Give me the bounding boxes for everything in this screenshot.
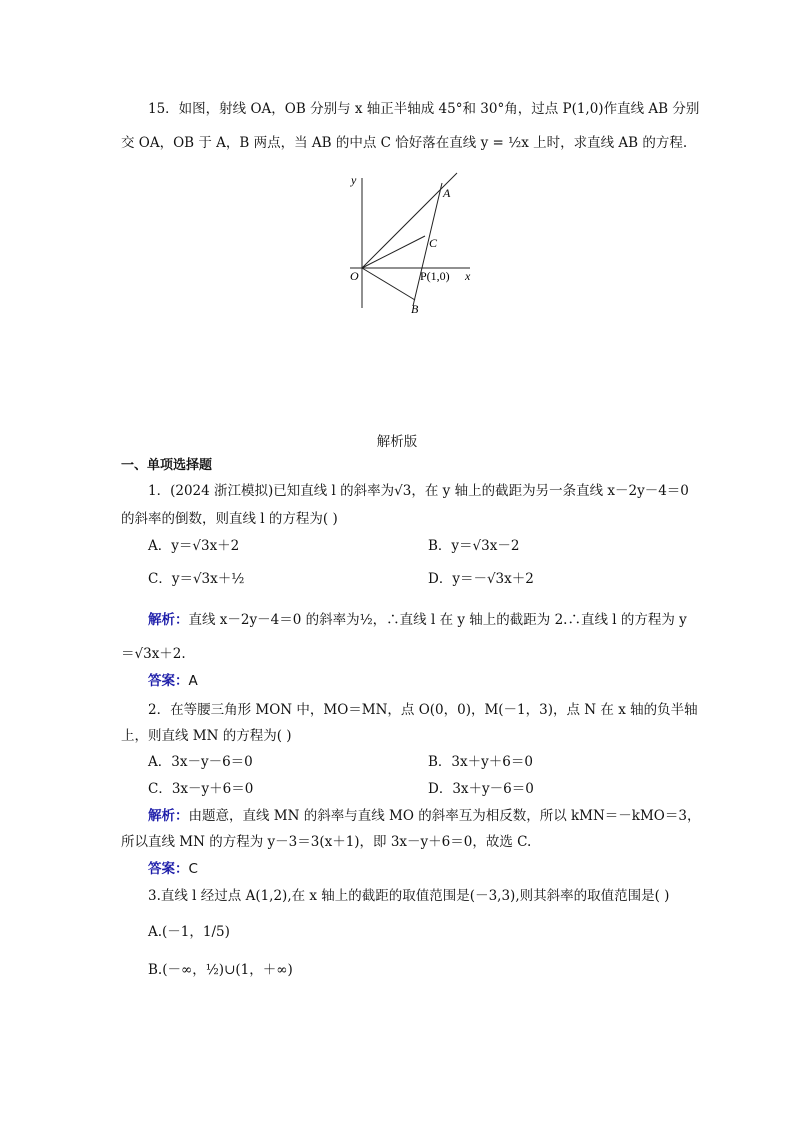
q1-option-a: A．y＝√3x＋2 xyxy=(148,538,240,554)
q2-analysis-line1 xyxy=(148,806,700,826)
q2-answer xyxy=(148,859,198,879)
figure-svg xyxy=(345,168,475,318)
q2-analysis-label: 解析： xyxy=(148,808,189,824)
q2-answer-label: 答案： xyxy=(148,861,189,877)
q1-option-b: B．y＝√3x－2 xyxy=(428,538,520,554)
label-x: x xyxy=(465,269,471,283)
label-y: y xyxy=(351,173,357,187)
q1-analysis-line2: ＝√3x＋2. xyxy=(121,646,186,662)
q1-answer-label: 答案： xyxy=(148,673,189,689)
section-title: 解析版 xyxy=(376,434,418,450)
label-o: O xyxy=(350,269,359,283)
q1-analysis-line1 xyxy=(148,610,687,630)
q1-analysis-label: 解析： xyxy=(148,612,189,628)
q1-stem-line2: 的斜率的倒数，则直线 l 的方程为( ) xyxy=(121,511,338,527)
q1-answer-value: A xyxy=(188,673,198,689)
geometry-figure xyxy=(345,168,475,322)
q2-analysis-line2: 所以直线 MN 的方程为 y－3＝3(x＋1)，即 3x－y＋6＝0，故选 C. xyxy=(121,834,532,850)
q1-option-d: D．y＝－√3x＋2 xyxy=(428,571,534,587)
q1-analysis-text: 直线 x－2y－4＝0 的斜率为½，∴直线 l 在 y 轴上的截距为 2.∴直线 l 的方程为 y xyxy=(188,612,687,628)
label-a: A xyxy=(443,186,451,200)
label-b: B xyxy=(411,302,419,316)
q3-option-b: B.(－∞，½)∪(1，＋∞) xyxy=(148,962,293,978)
q2-analysis-text: 由题意，直线 MN 的斜率与直线 MO 的斜率互为相反数，所以 kMN＝－kMO＝3， xyxy=(188,808,701,824)
q1-answer xyxy=(148,671,198,691)
q3-stem: 3.直线 l 经过点 A(1,2),在 x 轴上的截距的取值范围是(－3,3),则其斜率的取值范围是( ) xyxy=(148,888,670,904)
ray-oc xyxy=(362,236,425,268)
q2-answer-value: C xyxy=(188,861,198,877)
problem15-line2: 交 OA，OB 于 A，B 两点，当 AB 的中点 C 恰好落在直线 y = ½x 上时，求直线 AB 的方程. xyxy=(121,135,688,151)
q2-option-a: A．3x－y－6＝0 xyxy=(148,754,253,770)
ray-ob xyxy=(362,268,415,300)
label-c: C xyxy=(429,236,438,250)
section-heading: 一、单项选择题 xyxy=(121,458,213,473)
label-p: P(1,0) xyxy=(420,269,450,283)
q1-stem-line1: 1．(2024 浙江模拟)已知直线 l 的斜率为√3，在 y 轴上的截距为另一条直线 x－2y－4＝0 xyxy=(148,483,689,499)
line-ab xyxy=(413,183,442,306)
q2-stem-line1: 2．在等腰三角形 MON 中，MO＝MN，点 O(0，0)，M(－1，3)，点 N 在 x 轴的负半轴 xyxy=(148,702,698,718)
q2-option-b: B．3x＋y＋6＝0 xyxy=(428,754,533,770)
q2-option-d: D．3x＋y－6＝0 xyxy=(428,781,534,797)
q3-option-a: A.(－1，1/5) xyxy=(148,924,230,940)
q2-option-c: C．3x－y＋6＝0 xyxy=(148,781,254,797)
q2-stem-line2: 上，则直线 MN 的方程为( ) xyxy=(121,728,292,744)
problem15-line1: 15．如图，射线 OA，OB 分别与 x 轴正半轴成 45°和 30°角，过点 P(1,0)作直线 AB 分别 xyxy=(148,101,700,117)
q1-option-c: C．y＝√3x＋½ xyxy=(148,571,245,587)
